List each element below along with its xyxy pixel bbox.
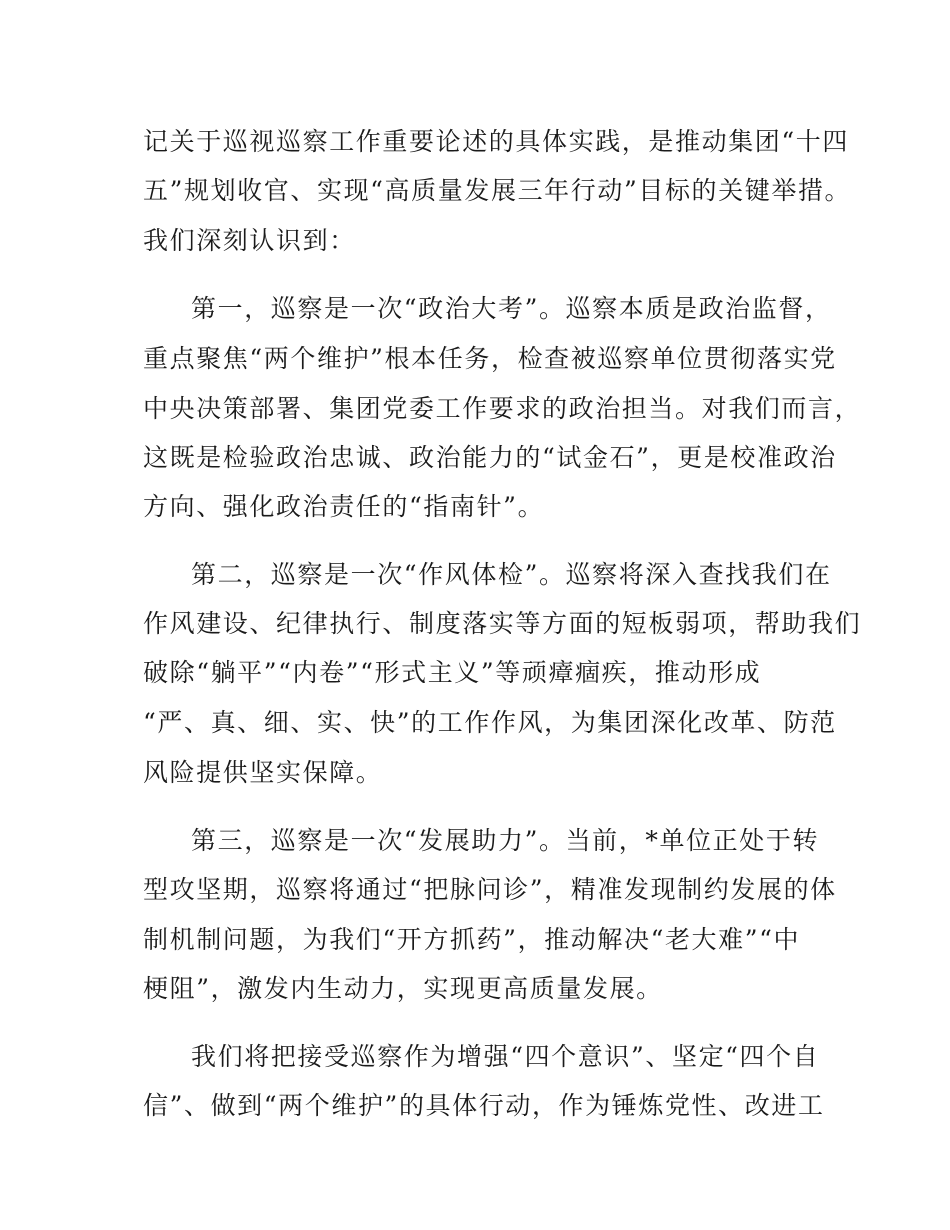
text-line: 风险提供坚实保障。 <box>143 758 383 787</box>
text-line: 方向、强化政治责任的“指南针”。 <box>143 492 545 521</box>
text-line: 中央决策部署、集团党委工作要求的政治担当。对我们而言， <box>143 394 862 423</box>
paragraph-first-line: 第三，巡察是一次“发展助力”。当前，*单位正处于转 <box>191 826 820 855</box>
text-line: 记关于巡视巡察工作重要论述的具体实践，是推动集团“十四 <box>143 127 849 156</box>
paragraph-first-line: 我们将把接受巡察作为增强“四个意识”、坚定“四个自 <box>191 1042 820 1071</box>
text-line: 型攻坚期，巡察将通过“把脉问诊”，精准发现制约发展的体 <box>143 875 837 904</box>
text-line: “严、真、细、实、快”的工作作风，为集团深化改革、防范 <box>143 708 837 737</box>
text-line: 这既是检验政治忠诚、政治能力的“试金石”，更是校准政治 <box>143 443 837 472</box>
text-line: 我们深刻认识到： <box>143 226 356 255</box>
text-line: 制机制问题，为我们“开方抓药”，推动解决“老大难”“中 <box>143 925 801 954</box>
paragraph-first-line: 第二，巡察是一次“作风体检”。巡察将深入查找我们在 <box>191 560 832 589</box>
paragraph-first-line: 第一，巡察是一次“政治大考”。巡察本质是政治监督， <box>191 294 832 323</box>
text-line: 五”规划收官、实现“高质量发展三年行动”目标的关键举措。 <box>143 176 852 205</box>
text-line: 重点聚焦“两个维护”根本任务，检查被巡察单位贯彻落实党 <box>143 344 837 373</box>
text-line: 信”、做到“两个维护”的具体行动，作为锤炼党性、改进工 <box>143 1091 825 1120</box>
text-line: 梗阻”，激发内生动力，实现更高质量发展。 <box>143 974 663 1003</box>
text-line: 破除“躺平”“内卷”“形式主义”等顽瘴痼疾，推动形成 <box>143 658 762 687</box>
text-line: 作风建设、纪律执行、制度落实等方面的短板弱项，帮助我们 <box>143 609 862 638</box>
